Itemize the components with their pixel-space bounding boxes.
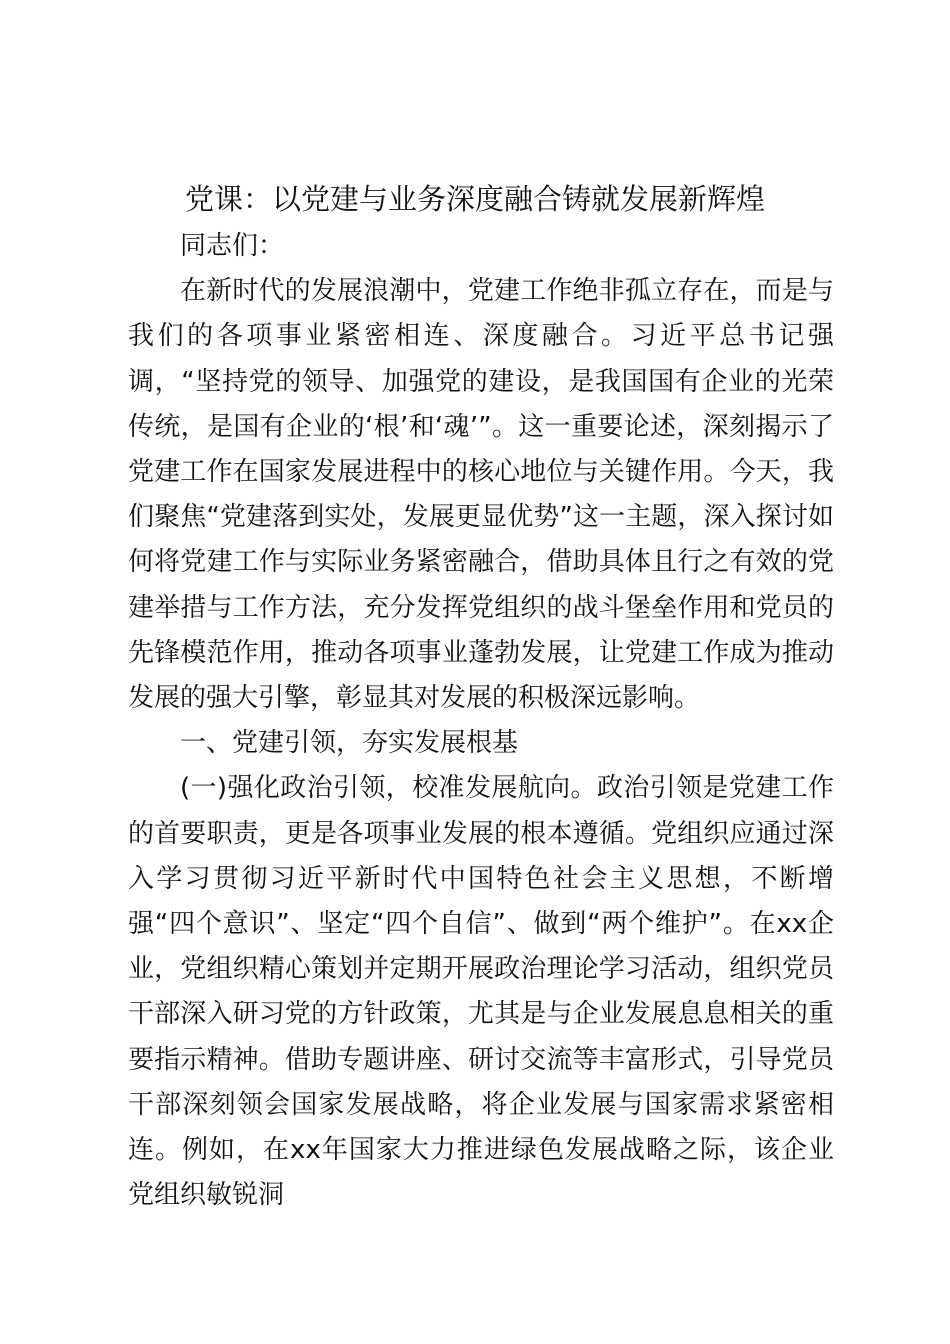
document-title: 党课：以党建与业务深度融合铸就发展新辉煌 <box>184 182 765 216</box>
paragraph: 在新时代的发展浪潮中，党建工作绝非孤立存在，而是与我们的各项事业紧密相连、深度融合。习近平总书记强调，“坚持党的领导、加强党的建设，是我国国有企业的光荣传统，是国有企业的‘根’和‘魂’”。这一重要论述，深刻揭示了党建工作在国家发展进程中的核心地位与关键作用。今天，我们聚焦“党建落到实处，发展更显优势”这一主题，深入探讨如何将党建工作与实际业务紧密融合，借助具体且行之有效的党建举措与工作方法，充分发挥党组织的战斗堡垒作用和党员的先锋模范作用，推动各项事业蓬勃发展，让党建工作成为推动发展的强大引擎，彰显其对发展的积极深远影响。 <box>128 276 834 714</box>
section-heading: 一、党建引领，夯实发展根基 <box>180 728 519 759</box>
salutation: 同志们： <box>180 231 285 261</box>
document-body <box>128 224 834 1218</box>
paragraph: (一)强化政治引领，校准发展航向。政治引领是党建工作的首要职责，更是各项事业发展的根本遵循。党组织应通过深入学习贯彻习近平新时代中国特色社会主义思想，不断增强“四个意识”、坚定“四个自信”、做到“两个维护”。在xx企业，党组织精心策划并定期开展政治理论学习活动，组织党员干部深入研习党的方针政策，尤其是与企业发展息息相关的重要指示精神。借助专题讲座、研讨交流等丰富形式，引导党员干部深刻领会国家发展战略，将企业发展与国家需求紧密相连。例如，在xx年国家大力推进绿色发展战略之际，该企业党组织敏锐洞 <box>128 773 834 1211</box>
